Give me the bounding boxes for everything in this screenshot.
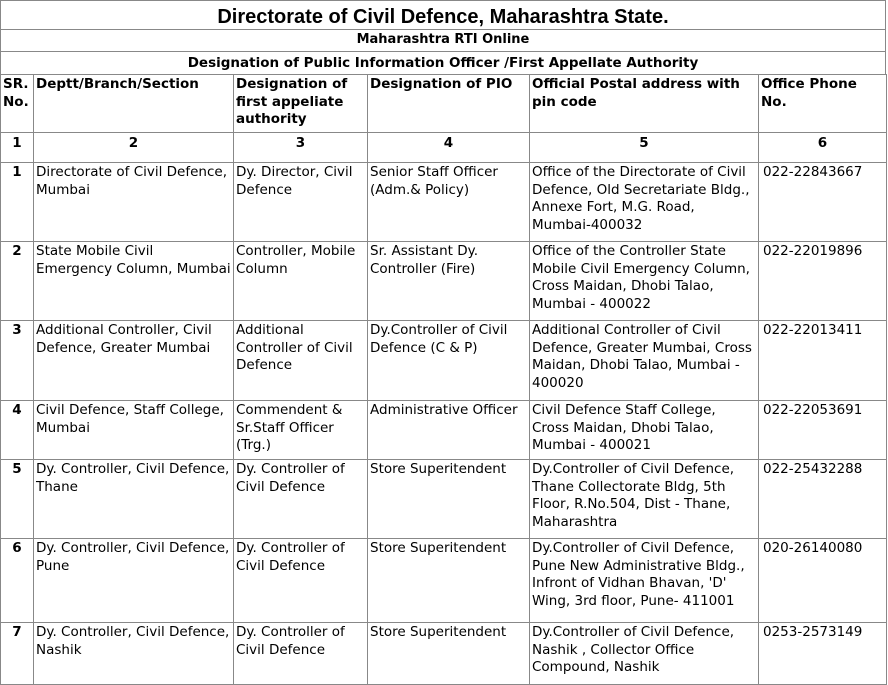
address-cell: Dy.Controller of Civil Defence, Nashik , Collector Office Compound, Nashik xyxy=(530,623,759,685)
address-cell: Additional Controller of Civil Defence, Greater Mumbai, Cross Maidan, Dhobi Talao, Mumbai - 400020 xyxy=(530,321,759,401)
appellate-cell: Dy. Controller of Civil Defence xyxy=(234,623,368,685)
column-number: 6 xyxy=(759,133,887,163)
dept-cell: Dy. Controller, Civil Defence, Pune xyxy=(34,539,234,623)
sr-cell: 4 xyxy=(1,401,34,460)
column-number-row xyxy=(1,133,887,163)
sr-cell: 3 xyxy=(1,321,34,401)
designation-heading: Designation of Public Information Officer /First Appellate Authority xyxy=(1,51,885,74)
appellate-cell: Commendent & Sr.Staff Officer (Trg.) xyxy=(234,401,368,460)
table-row xyxy=(1,242,887,321)
appellate-cell: Dy. Controller of Civil Defence xyxy=(234,460,368,539)
table-row xyxy=(1,401,887,460)
table-header-row xyxy=(1,75,887,133)
phone-cell: 0253-2573149 xyxy=(759,623,887,685)
appellate-cell: Dy. Controller of Civil Defence xyxy=(234,539,368,623)
address-cell: Civil Defence Staff College, Cross Maidan, Dhobi Talao, Mumbai - 400021 xyxy=(530,401,759,460)
column-number: 1 xyxy=(1,133,34,163)
sr-cell: 6 xyxy=(1,539,34,623)
phone-cell: 022-25432288 xyxy=(759,460,887,539)
page-title: Directorate of Civil Defence, Maharashtra State. xyxy=(217,6,669,28)
address-cell: Office of the Directorate of Civil Defence, Old Secretariate Bldg., Annexe Fort, M.G. Road, Mumbai-400032 xyxy=(530,163,759,242)
column-number: 4 xyxy=(368,133,530,163)
pio-cell: Store Superitendent xyxy=(368,623,530,685)
sr-cell: 7 xyxy=(1,623,34,685)
dept-cell: Civil Defence, Staff College, Mumbai xyxy=(34,401,234,460)
document-header xyxy=(0,0,886,74)
phone-cell: 022-22013411 xyxy=(759,321,887,401)
pio-cell: Sr. Assistant Dy. Controller (Fire) xyxy=(368,242,530,321)
table-row xyxy=(1,539,887,623)
table-row xyxy=(1,623,887,685)
column-header-dept: Deptt/Branch/Section xyxy=(34,75,234,133)
pio-cell: Store Superitendent xyxy=(368,539,530,623)
pio-cell: Store Superitendent xyxy=(368,460,530,539)
pio-cell: Dy.Controller of Civil Defence (C & P) xyxy=(368,321,530,401)
sr-cell: 2 xyxy=(1,242,34,321)
appellate-cell: Additional Controller of Civil Defence xyxy=(234,321,368,401)
dept-cell: Dy. Controller, Civil Defence, Nashik xyxy=(34,623,234,685)
pio-cell: Administrative Officer xyxy=(368,401,530,460)
sr-cell: 1 xyxy=(1,163,34,242)
phone-cell: 020-26140080 xyxy=(759,539,887,623)
table-row xyxy=(1,460,887,539)
column-number: 2 xyxy=(34,133,234,163)
column-header-phone: Office Phone No. xyxy=(759,75,887,133)
column-number: 5 xyxy=(530,133,759,163)
table-row xyxy=(1,163,887,242)
appellate-cell: Dy. Director, Civil Defence xyxy=(234,163,368,242)
address-cell: Office of the Controller State Mobile Civil Emergency Column, Cross Maidan, Dhobi Talao, Mumbai - 400022 xyxy=(530,242,759,321)
column-header-pio: Designation of PIO xyxy=(368,75,530,133)
phone-cell: 022-22843667 xyxy=(759,163,887,242)
address-cell: Dy.Controller of Civil Defence, Thane Collectorate Bldg, 5th Floor, R.No.504, Dist - Thane, Maharashtra xyxy=(530,460,759,539)
column-header-address: Official Postal address with pin code xyxy=(530,75,759,133)
dept-cell: Dy. Controller, Civil Defence, Thane xyxy=(34,460,234,539)
table-row xyxy=(1,321,887,401)
pio-cell: Senior Staff Officer (Adm.& Policy) xyxy=(368,163,530,242)
officers-table xyxy=(0,74,887,685)
dept-cell: State Mobile Civil Emergency Column, Mumbai xyxy=(34,242,234,321)
phone-cell: 022-22053691 xyxy=(759,401,887,460)
phone-cell: 022-22019896 xyxy=(759,242,887,321)
page-subtitle: Maharashtra RTI Online xyxy=(1,29,885,51)
sr-cell: 5 xyxy=(1,460,34,539)
dept-cell: Directorate of Civil Defence, Mumbai xyxy=(34,163,234,242)
column-header-sr: SR. No. xyxy=(1,75,34,133)
appellate-cell: Controller, Mobile Column xyxy=(234,242,368,321)
column-number: 3 xyxy=(234,133,368,163)
address-cell: Dy.Controller of Civil Defence, Pune New Administrative Bldg., Infront of Vidhan Bhavan, 'D' Wing, 3rd floor, Pune- 411001 xyxy=(530,539,759,623)
column-header-appellate: Designation of first appeliate authority xyxy=(234,75,368,133)
dept-cell: Additional Controller, Civil Defence, Greater Mumbai xyxy=(34,321,234,401)
